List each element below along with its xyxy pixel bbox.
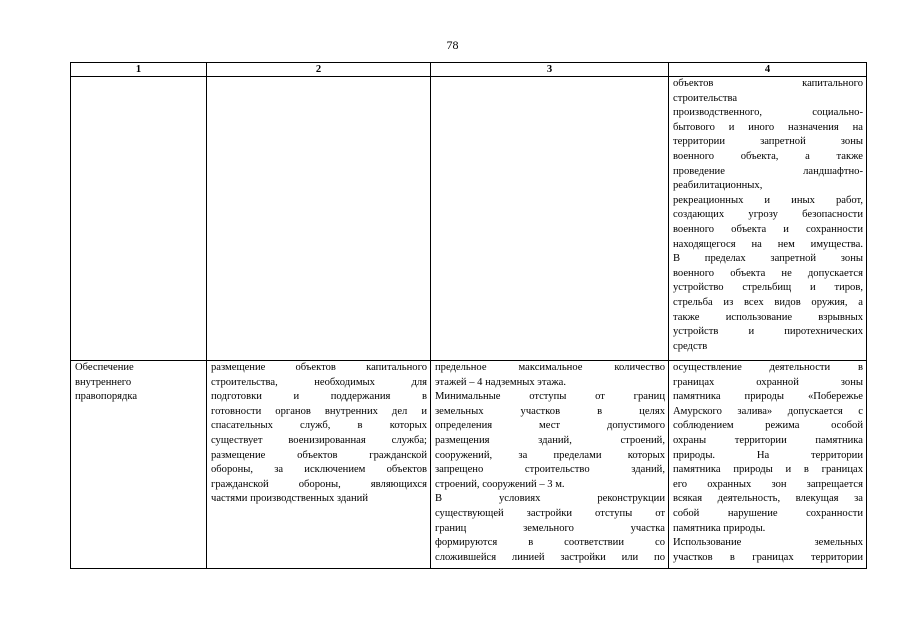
cell-text-line: границ земельного участка (435, 522, 665, 534)
cell-text-line: его охранных зон запрещается (673, 478, 863, 490)
cell-text-line: гражданской обороны, являющихся (211, 478, 427, 490)
cell-text-line: осуществление деятельности в (673, 362, 863, 373)
cell-text-line: строительства (673, 92, 738, 104)
cell-text-line: стрельба из всех видов оружия, а (673, 296, 863, 308)
cell-text-line: Обеспечение (75, 362, 134, 373)
cell-text-line: охраны территории памятника (673, 434, 863, 446)
cell-text-line: находящегося на нем имущества. (673, 238, 863, 250)
cell-text-line: военного объекта и сохранности (673, 223, 863, 235)
cell-text-line: строений, сооружений – 3 м. (435, 478, 565, 490)
cell-text-line: участков в границах территории (673, 551, 863, 563)
cell-text-line: средств (673, 340, 708, 352)
cell-permitted-use (207, 361, 431, 569)
cell-construction-parameters (431, 361, 669, 569)
cell-text-line: существующей застройки отступы от (435, 507, 665, 519)
zoning-table (70, 62, 867, 569)
cell-text-line: спасательных служб, в которых (211, 420, 427, 432)
cell-construction-parameters (431, 77, 669, 361)
cell-text-line: определения мест допустимого (435, 420, 665, 432)
cell-text-line: сооружений, за пределами которых (435, 449, 665, 461)
cell-text-line: объектов капитального (673, 78, 863, 89)
cell-text-line: размещения зданий, строений, (435, 434, 665, 446)
cell-text-line: рекреационных и иных работ, (673, 194, 863, 206)
cell-land-use-type (71, 77, 207, 361)
cell-text-line: бытового и иного назначения на (673, 121, 863, 133)
cell-text-line: соблюдением режима особой (673, 420, 863, 432)
cell-text-line: этажей – 4 надземных этажа. (435, 376, 566, 388)
cell-text-line: размещение объектов гражданской (211, 449, 427, 461)
cell-use-restrictions (669, 77, 867, 361)
cell-text-line: реабилитационных, (673, 180, 763, 192)
cell-text-line: проведение ландшафтно- (673, 165, 863, 177)
cell-text-line: военного объекта не допускается (673, 267, 863, 279)
cell-text-line: территории запретной зоны (673, 136, 863, 148)
column-header-4: 4 (669, 63, 867, 77)
cell-text-line: Использование земельных (673, 537, 863, 549)
cell-text-line: В пределах запретной зоны (673, 253, 863, 265)
cell-use-restrictions (669, 361, 867, 569)
cell-text-line: обороны, за исключением объектов (211, 464, 427, 476)
cell-text-line: Амурского залива» допускается с (673, 405, 863, 417)
cell-text-line: внутреннего (75, 376, 132, 388)
cell-text-line: Минимальные отступы от границ (435, 391, 665, 403)
cell-text-line: памятника природы и в границах (673, 464, 863, 476)
cell-text-line: формируются в соответствии со (435, 537, 665, 549)
cell-text-line: готовности органов внутренних дел и (211, 405, 427, 417)
cell-text-line: собой нарушение сохранности (673, 507, 863, 519)
cell-text-line: запрещено строительство зданий, (435, 464, 665, 476)
cell-text-line: границах охранной зоны (673, 376, 863, 388)
cell-permitted-use (207, 77, 431, 361)
cell-text-line: природы. На территории (673, 449, 863, 461)
cell-text-line: сложившейся линией застройки или по (435, 551, 665, 563)
cell-text-line: создающих угрозу безопасности (673, 209, 863, 221)
cell-text-line: строительства, необходимых для (211, 376, 427, 388)
cell-text-line: частями производственных зданий (211, 493, 369, 505)
cell-text-line: предельное максимальное количество (435, 362, 665, 373)
cell-text-line: всякая деятельность, влекущая за (673, 493, 863, 505)
cell-text-line: устройство стрельбищ и тиров, (673, 282, 863, 294)
cell-text-line: устройств и пиротехнических (673, 326, 863, 338)
column-header-2: 2 (207, 63, 431, 77)
cell-text-line: памятника природы «Побережье (673, 391, 863, 403)
cell-text-line: земельных участков в целях (435, 405, 665, 417)
column-header-3: 3 (431, 63, 669, 77)
cell-text-line: В условиях реконструкции (435, 493, 665, 505)
cell-text-line: размещение объектов капитального (211, 362, 427, 373)
table-row (71, 361, 867, 569)
table-row (71, 77, 867, 361)
cell-text-line: правопорядка (75, 391, 138, 403)
table-header-row (71, 63, 867, 77)
cell-text-line: подготовки и поддержания в (211, 391, 427, 403)
cell-land-use-type (71, 361, 207, 569)
page-number: 78 (446, 38, 459, 52)
cell-text-line: существует военизированная служба; (211, 434, 427, 446)
cell-text-line: памятника природы. (673, 522, 766, 534)
cell-text-line: производственного, социально- (673, 107, 863, 119)
cell-text-line: военного объекта, а также (673, 150, 863, 162)
column-header-1: 1 (71, 63, 207, 77)
cell-text-line: также использование взрывных (673, 311, 863, 323)
